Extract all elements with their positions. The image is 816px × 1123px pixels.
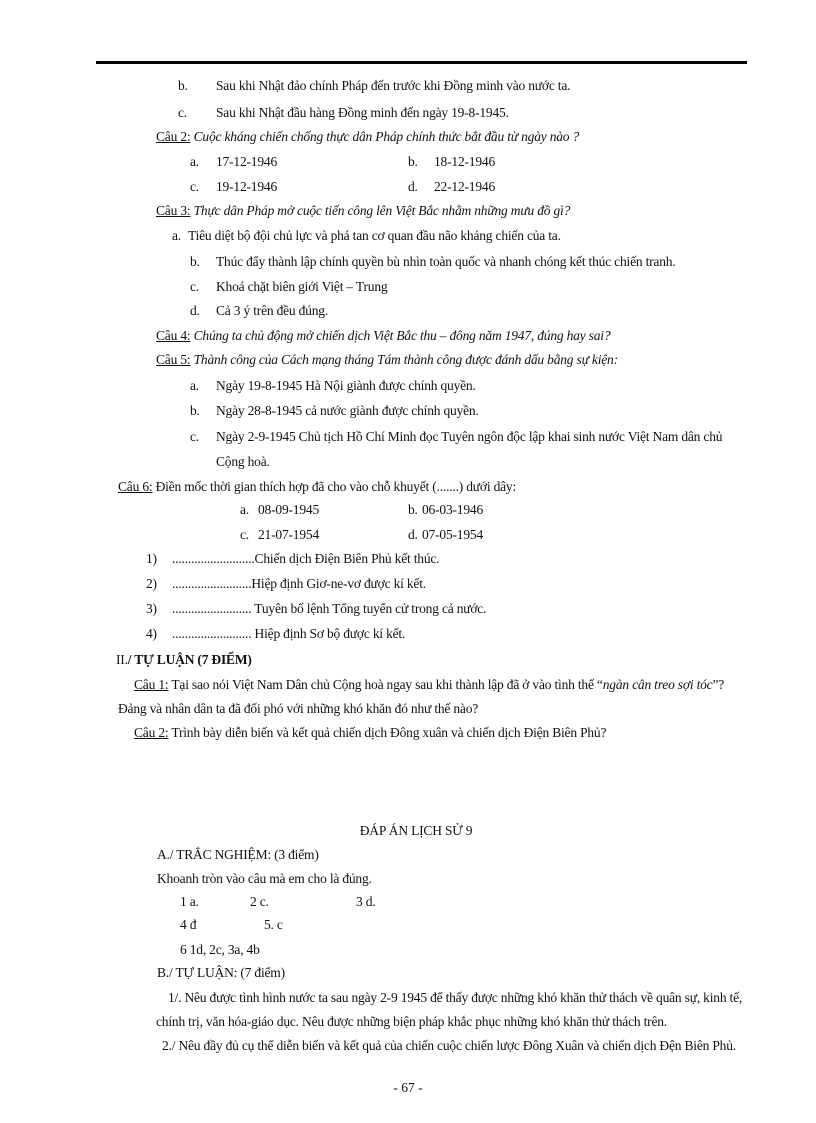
q1-option-c: c. Sau khi Nhật đầu hàng Đồng minh đến ngày 19-8-1945. (178, 105, 509, 120)
answer-row-1: 1 a. 2 c. 3 d. (180, 894, 376, 909)
q3-option-b: b. Thúc đẩy thành lập chính quyền bù nhìn toàn quốc và nhanh chóng kết thúc chiến tranh. (190, 254, 676, 269)
answer-part-a: A./ TRẮC NGHIỆM: (3 điểm) (157, 847, 319, 862)
header-rule (96, 61, 747, 64)
answer-essay-1-line2: chính trị, văn hóa-giáo dục. Nêu được những biện pháp khắc phục những khó khăn thử thách trên. (156, 1014, 667, 1029)
question-5: Câu 5: Thành công của Cách mạng tháng Tám thành công được đánh dấu bằng sự kiện: (156, 352, 618, 367)
question-2: Câu 2: Cuộc kháng chiến chống thực dân Pháp chính thức bắt đầu từ ngày nào ? (156, 129, 580, 144)
q6-blank-4: 4) ......................... Hiệp định Sơ bộ được kí kết. (146, 626, 406, 641)
q3-option-d: d. Cả 3 ý trên đều đúng. (190, 303, 329, 318)
q2-options-row1: a. 17-12-1946 b. 18-12-1946 (190, 154, 495, 169)
question-4: Câu 4: Chúng ta chủ động mở chiến dịch Việt Bắc thu – đông năm 1947, đúng hay sai? (156, 328, 611, 343)
answer-essay-2: 2./ Nêu đầy đủ cụ thể diễn biến và kết quả của chiến cuộc chiến lược Đông Xuân và chiến dịch Đện Biên Phủ. (162, 1038, 736, 1053)
question-6: Câu 6: Điền mốc thời gian thích hợp đã cho vào chỗ khuyết (.......) dưới dây: (118, 479, 517, 494)
answer-part-b: B./ TỰ LUẬN: (7 điểm) (157, 965, 285, 980)
essay-question-1-line2: Đảng và nhân dân ta đã đối phó với những khó khăn đó như thế nào? (118, 701, 479, 716)
q6-blank-1: 1) ..........................Chiến dịch Điện Biên Phủ kết thúc. (146, 551, 440, 566)
answer-essay-1-line1: 1/. Nêu được tình hình nước ta sau ngày 2-9 1945 để thấy được những khó khăn thử thách về quân sự, kinh tế, (168, 990, 743, 1005)
part-2-heading: II./ TỰ LUẬN (7 ĐIỂM) (116, 652, 252, 667)
question-3: Câu 3: Thực dân Pháp mở cuộc tiến công lên Việt Bắc nhằm những mưu đồ gì? (156, 203, 571, 218)
essay-question-1: Câu 1: Tại sao nói Việt Nam Dân chủ Cộng hoà ngay sau khi thành lập đã ở vào tình thế “ngàn cân treo sợi tóc”? (134, 677, 725, 692)
q5-option-b: b. Ngày 28-8-1945 cả nước giành được chính quyền. (190, 403, 479, 418)
page-number: - 67 - (393, 1080, 423, 1095)
q6-blank-3: 3) ......................... Tuyên bố lệnh Tổng tuyển cử trong cả nước. (146, 601, 487, 616)
q5-option-c: c. Ngày 2-9-1945 Chủ tịch Hồ Chí Minh đọc Tuyên ngôn độc lập khai sinh nước Việt Nam dân chủ (190, 429, 723, 444)
essay-question-2: Câu 2: Trình bày diễn biến và kết quả chiến dịch Đông xuân và chiến dịch Điện Biên Phủ? (134, 725, 607, 740)
answer-key-title: ĐÁP ÁN LỊCH SỬ 9 (359, 823, 473, 838)
q2-options-row2: c. 19-12-1946 d. 22-12-1946 (190, 179, 495, 194)
q5-option-a: a. Ngày 19-8-1945 Hà Nội giành được chính quyền. (190, 378, 476, 393)
q5-option-c-continuation: Cộng hoà. (216, 454, 270, 469)
answer-instruction: Khoanh tròn vào câu mà em cho là đúng. (157, 871, 372, 886)
answer-row-3: 6 1d, 2c, 3a, 4b (180, 942, 260, 957)
q3-option-c: c. Khoá chặt biên giới Việt – Trung (190, 279, 388, 294)
q3-option-a: a. Tiêu diệt bộ đội chủ lực và phá tan cơ quan đầu não kháng chiến của ta. (172, 228, 561, 243)
q6-choices-row2: c. 21-07-1954 d. 07-05-1954 (240, 527, 483, 542)
q6-blank-2: 2) .........................Hiệp định Giơ-ne-vơ được kí kết. (146, 576, 426, 591)
q1-option-b: b. Sau khi Nhật đảo chính Pháp đến trước khi Đồng minh vào nước ta. (178, 78, 571, 93)
q6-choices-row1: a. 08-09-1945 b. 06-03-1946 (240, 502, 483, 517)
answer-row-2: 4 đ 5. c (180, 917, 283, 932)
